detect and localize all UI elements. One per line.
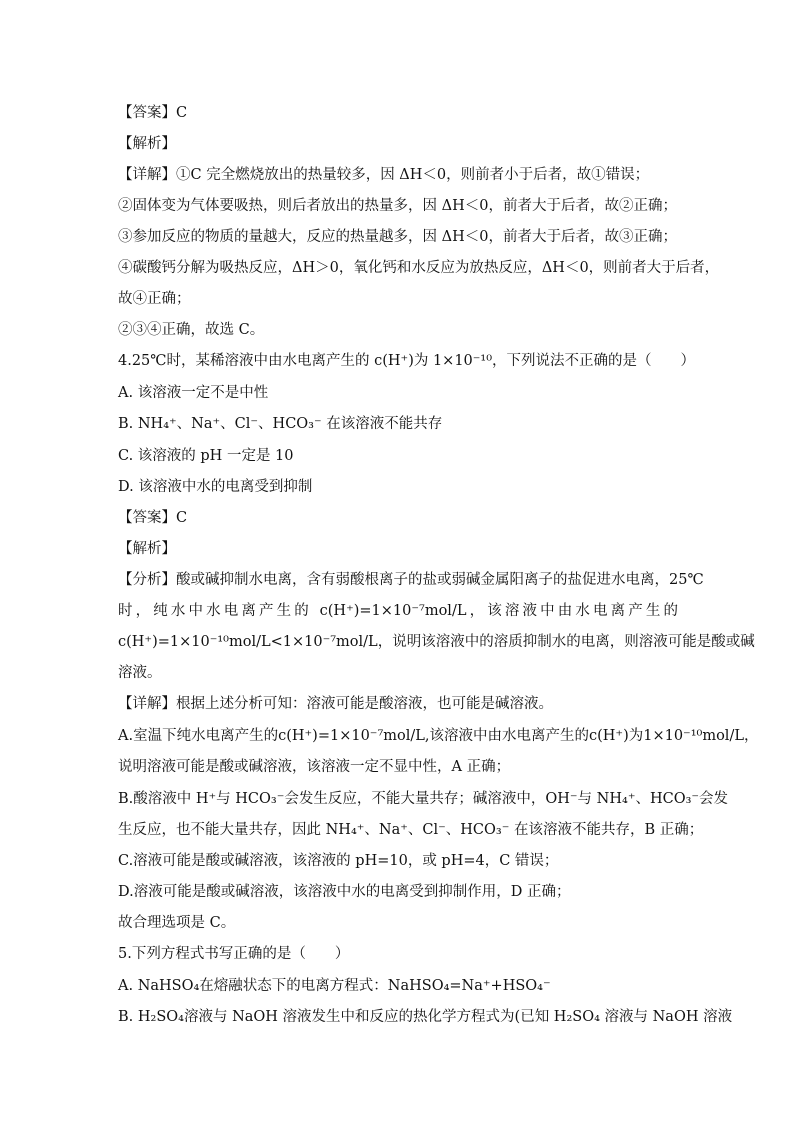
text-line: 故合理选项是 C。 xyxy=(118,915,236,931)
text-line: 【详解】①C 完全燃烧放出的热量较多，因 ΔH＜0，则前者小于后者，故①错误； xyxy=(118,167,650,183)
text-line: D.溶液可能是酸或碱溶液，该溶液中水的电离受到抑制作用，D 正确； xyxy=(118,884,571,900)
question-4-stem: 4.25℃时，某稀溶液中由水电离产生的 c(H⁺)为 1×10⁻¹⁰，下列说法不正确的是（ ） xyxy=(118,353,696,369)
text-line: B.酸溶液中 H⁺与 HCO₃⁻会发生反应，不能大量共存；碱溶液中，OH⁻与 NH₄⁺、HCO₃⁻会发 xyxy=(118,791,729,807)
option-a: A. 该溶液一定不是中性 xyxy=(118,385,269,401)
text-line: ③参加反应的物质的量越大，反应的热量越多，因 ΔH＜0，前者大于后者，故③正确； xyxy=(118,229,677,245)
option-b: B. NH₄⁺、Na⁺、Cl⁻、HCO₃⁻ 在该溶液不能共存 xyxy=(118,416,443,432)
analysis-label: 【解析】 xyxy=(118,541,176,557)
text-line: 溶液。 xyxy=(118,665,162,681)
text-line: c(H⁺)=1×10⁻¹⁰mol/L<1×10⁻⁷mol/L，说明该溶液中的溶质抑制水的电离，则溶液可能是酸或碱 xyxy=(118,634,755,650)
analysis-label: 【解析】 xyxy=(118,136,176,152)
answer-label: 【答案】C xyxy=(118,510,188,526)
option-a: A. NaHSO₄在熔融状态下的电离方程式：NaHSO₄=Na⁺+HSO₄⁻ xyxy=(118,978,551,994)
option-b: B. H₂SO₄溶液与 NaOH 溶液发生中和反应的热化学方程式为(已知 H₂SO₄ 溶液与 NaOH 溶液 xyxy=(118,1009,733,1025)
question-5-stem: 5.下列方程式书写正确的是（ ） xyxy=(118,946,350,962)
text-line: ②固体变为气体要吸热，则后者放出的热量多，因 ΔH＜0，前者大于后者，故②正确； xyxy=(118,198,677,214)
text-line: 【详解】根据上述分析可知：溶液可能是酸溶液，也可能是碱溶液。 xyxy=(118,696,553,712)
text-line: 故④正确； xyxy=(118,291,191,307)
option-c: C. 该溶液的 pH 一定是 10 xyxy=(118,448,294,464)
text-line: ②③④正确，故选 C。 xyxy=(118,322,265,338)
text-line: ④碳酸钙分解为吸热反应，ΔH＞0，氧化钙和水反应为放热反应，ΔH＜0，则前者大于后者， xyxy=(118,260,720,276)
text-line: A.室温下纯水电离产生的c(H⁺)=1×10⁻⁷mol/L,该溶液中由水电离产生的c(H⁺)为1×10⁻¹⁰mol/L， xyxy=(118,728,759,744)
answer-label: 【答案】C xyxy=(118,105,188,121)
text-line: 【分析】酸或碱抑制水电离，含有弱酸根离子的盐或弱碱金属阳离子的盐促进水电离，25℃ xyxy=(118,572,704,588)
text-line: 生反应，也不能大量共存，因此 NH₄⁺、Na⁺、Cl⁻、HCO₃⁻ 在该溶液不能共存，B 正确； xyxy=(118,822,704,838)
text-line: C.溶液可能是酸或碱溶液，该溶液的 pH=10，或 pH=4，C 错误； xyxy=(118,853,559,869)
text-line: 时，纯水中水电离产生的 c(H⁺)=1×10⁻⁷mol/L，该溶液中由水电离产生的 xyxy=(118,603,678,619)
text-line: 说明溶液可能是酸或碱溶液，该溶液一定不显中性，A 正确； xyxy=(118,759,511,775)
option-d: D. 该溶液中水的电离受到抑制 xyxy=(118,479,313,495)
